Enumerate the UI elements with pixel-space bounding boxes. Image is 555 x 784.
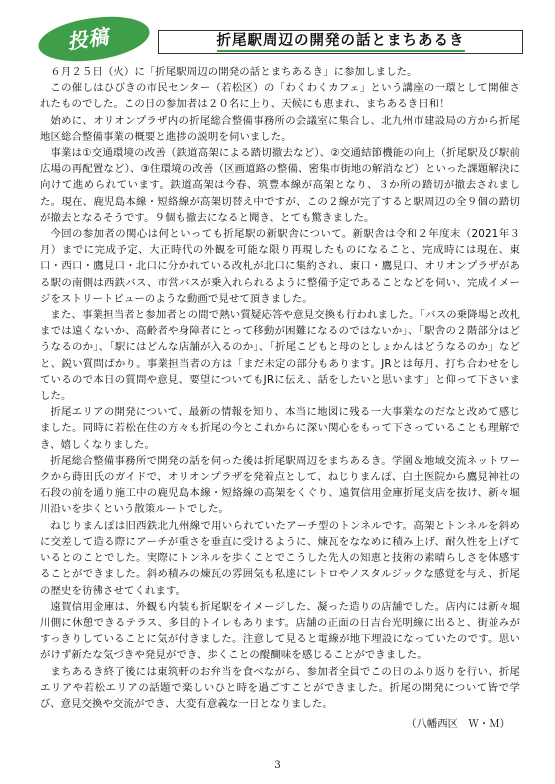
paragraph-11: まちあるき終了後には東筑軒のお弁当を食べながら、参加者全員でこの日のふり返りを行い、折尾エリアや若松エリアの話題で楽しいひと時を過ごすことができました。折尾の開発について皆で学び、意見交換や交流ができ、大変有意義な一日となりました。 xyxy=(40,665,520,710)
paragraph-8: 折尾総合整備事務所で開発の話を伺った後は折尾駅周辺をまちあるき。学園＆地域交流ネットワークから蒔田氏のガイドで、オリオンプラザを発着点として、ねじりまんぽ、白土医院から鷹見神社の石段の前を通り施工中の鹿児島本線・短絡線の高架をくぐり、遠賀信用金庫折尾支店を抜け、新々堀川沿いを歩くという散策ルートでした。 xyxy=(40,454,520,516)
paragraph-3: 始めに、オリオンプラザ内の折尾総合整備事務所の会議室に集合し、北九州市建設局の方から折尾地区総合整備事業の概要と進捗の説明を伺いました。 xyxy=(40,114,520,143)
article-header xyxy=(38,18,523,62)
author-signature: （八幡西区 Ｗ・Ｍ） xyxy=(406,718,510,731)
paragraph-5: 今回の参加者の関心は何といっても折尾駅の新駅舎について。新駅舎は令和２年度末（2021年３月）までに完成予定、大正時代の外観を可能な限り再現したものになること、完成時には現在、東口・西口・鷹見口・北口に分かれている改札が北口に集約され、東口・鷹見口、オリオンプラザがある駅の南側は西鉄バス、市営バスが乗入れられるように整備予定であることなどを伺い、完成イメージをストリートビューのような動画で見せて頂きました。 xyxy=(40,228,520,305)
paragraph-4: 事業は①交通環境の改善（鉄道高架による踏切撤去など）、②交通結節機能の向上（折尾駅及び駅前広場の再配置など）、③住環境の改善（区画道路の整備、密集市街地の解消など）といった課題解決に向けて進められています。鉄道高架は今春、筑豊本線が高架となり、３か所の踏切が撤去されました。現在、鹿児島本線・短絡線が高架切替え中ですが、この２線が完了すると駅周辺の全９個の踏切が撤去となるそうです。９個も撤去になると聞き、とても驚きました。 xyxy=(40,147,520,224)
article-title: 折尾駅周辺の開発の話とまちあるき xyxy=(217,33,465,52)
paragraph-9: ねじりまんぽは旧西鉄北九州線で用いられていたアーチ型のトンネルです。高架とトンネルを斜めに交差して造る際にアーチが重さを垂直に受けるように、煉瓦をななめに積み上げ、耐久性を上げているとのことでした。実際にトンネルを歩くことでこうした先人の知恵と技術の素晴らしさを体感することができました。斜め積みの煉瓦の雰囲気も私達にレトロやノスタルジックな感覚を与え、折尾の歴史を彷彿させてくれます。 xyxy=(40,519,520,597)
paragraph-6: また、事業担当者と参加者との間で熱い質疑応答や意見交換も行われました。「バスの乗降場と改札までは遠くないか、高齢者や身障者にとって移動が困難になるのではないか」、「駅舎の２階部分はどうなるのか」、「駅にはどんな店舗が入るのか」、「折尾こどもと母のとしょかんはどうなるのか」などと、鋭い質問ばかり。事業担当者の方は「まだ未定の部分もあります。JRとは毎月、打ち合わせをしているので本日の質問や意見、要望についてもJRに伝え、話をしたいと思います」と仰って下さいました。 xyxy=(40,309,520,403)
title-box xyxy=(158,30,523,54)
paragraph-7: 折尾エリアの開発について、最新の情報を知り、本当に地図に残る一大事業なのだなと改めて感じました。同時に若松在住の方々も折尾の今とこれからに深い関心をもって下さっていることも理解でき、嬉しくなりました。 xyxy=(40,406,520,451)
badge-label: 投稿 xyxy=(65,24,111,54)
page-number: 3 xyxy=(274,760,281,771)
paragraph-2: この催しはひびきの市民センター（若松区）の「わくわくカフェ」という講座の一環として開催されたものでした。この日の参加者は２０名に上り、天候にも恵まれ、まちあるき日和！ xyxy=(40,82,520,111)
article-body xyxy=(40,64,520,732)
paragraph-1: ６月２５日（火）に「折尾駅周辺の開発の話とまちあるき」に参加しました。 xyxy=(50,66,418,78)
paragraph-10: 遠賀信用金庫は、外観も内装も折尾駅をイメージした、凝った造りの店舗でした。店内には新々堀川側に休憩できるテラス、多目的トイレもあります。店舗の正面の日吉台光明線に出ると、街並みがすっきりしていることに気が付きました。注意して見ると電線が地下埋設になっていたのです。思いがけず新たな気づきや発見ができ、歩くことの醍醐味を感じることができました。 xyxy=(40,600,520,662)
